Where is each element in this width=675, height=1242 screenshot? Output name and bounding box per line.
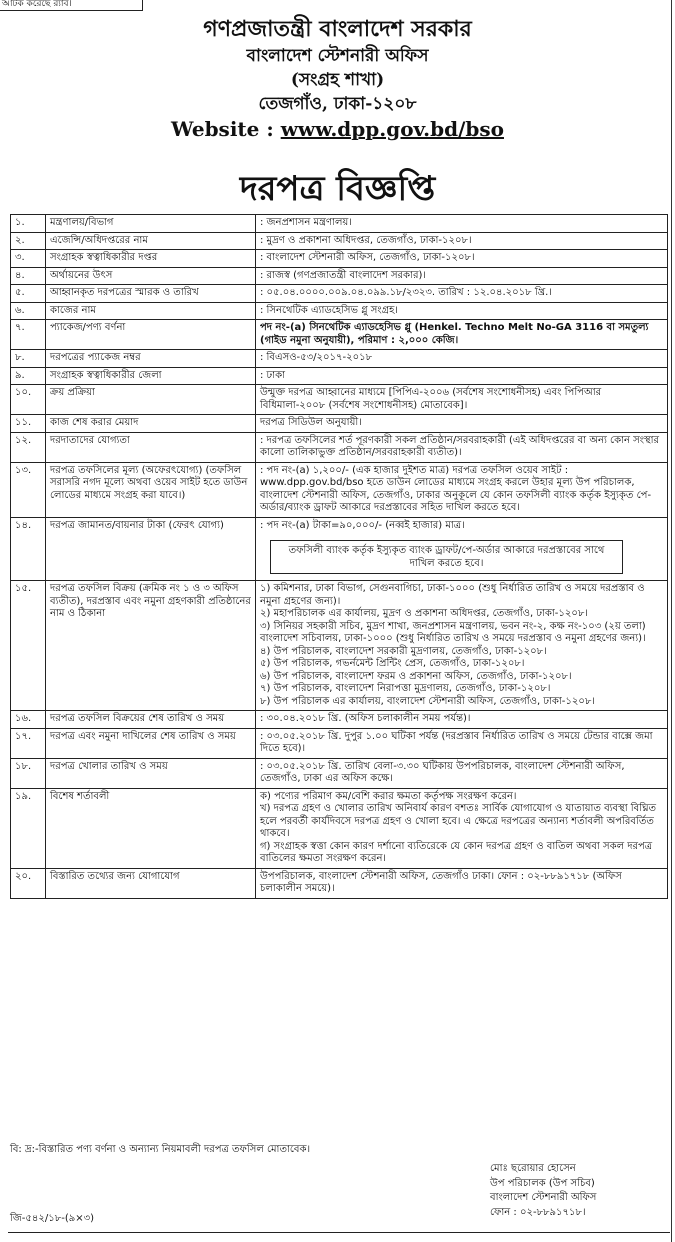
row-value: : বিএসও-৫৩/২০১৭-২০১৮ — [256, 350, 668, 368]
row-number: ৭. — [11, 320, 46, 350]
list-item: ৭) উপ পরিচালক, বাংলাদেশ নিরাপত্তা মুদ্রণালয়, তেজগাঁও, ঢাকা-১২০৮। — [260, 683, 551, 694]
row-label: দরপত্র তফসিল বিক্রয়ের শেষ তারিখ ও সময় — [46, 711, 256, 729]
row-value: : সিনথেটিক এ্যাডহেসিভ গ্লু সংগ্রহ। — [256, 302, 668, 320]
row-number: ৮. — [11, 350, 46, 368]
row-label: দরপত্রের প্যাকেজ নম্বর — [46, 350, 256, 368]
row-number: ১২. — [11, 432, 46, 462]
row-value: : ০৩.০৫.২০১৮ খ্রি. দুপুর ১.০০ ঘটিকা পর্যন্ত (দরপ্রস্তাব নির্ধারিত তারিখ ও সময়ে টেন্ডার বাক্সে জমা দিতে হবে)। — [256, 728, 668, 758]
row-label: আহ্বানকৃত দরপত্রের স্মারক ও তারিখ — [46, 285, 256, 303]
row-number: ১৩. — [11, 462, 46, 517]
row-label: বিস্তারিত তথ্যের জন্য যোগাযোগ — [46, 868, 256, 898]
list-item: ৮) উপ পরিচালক এর কার্যালয়, বাংলাদেশ স্টেশনারী অফিস, তেজগাঁও, ঢাকা-১২০৮। — [260, 695, 595, 707]
row-label: এজেন্সি/অধিদপ্তরের নাম — [46, 232, 256, 250]
row-value: পদ নং-(a) সিনথেটিক এ্যাডহেসিভ গ্লু (Henkel. Techno Melt No-GA 3116 বা সমতুল্য (গাইড নমুনা অনুযায়ী), পরিমাণ : ২,০০০ কেজি। — [256, 320, 668, 350]
location-list — [256, 581, 668, 711]
row-label: দরপত্র খোলার তারিখ ও সময় — [46, 758, 256, 788]
table-row — [11, 215, 668, 233]
row-value: : রাজস্ব (গণপ্রজাতন্ত্রী বাংলাদেশ সরকার)। — [256, 267, 668, 285]
row-value: : পদ নং-(a) টাকা=৯০,০০০/- (নব্বই হাজার) মাত্র। — [260, 519, 465, 531]
website-line — [0, 116, 675, 142]
list-item: ক) পণ্যের পরিমাণ কম/বেশি করার ক্ষমতা কর্তৃপক্ষ সংরক্ষণ করেন। — [260, 790, 517, 802]
table-row — [11, 415, 668, 433]
footer-note: বি: দ্র:-বিস্তারিত পণ্য বর্ণনা ও অন্যান্য নিয়মাবলী দরপত্র তফসিল মোতাবেক। — [10, 1144, 311, 1155]
row-value: : দরপত্র তফসিলের শর্ত পূরণকারী সকল প্রতিষ্ঠান/সরবরাহকারী (এই অধিদপ্তরের বা অন্য কোন সংস্থার কালো তালিকাভুক্ত প্রতিষ্ঠান/সরবরাহকারী ব্যতীত)। — [256, 432, 668, 462]
row-value: : ০৫.০৪.০০০০.০০৯.০৪.০৯৯.১৮/২৩২৩. তারিখ : ১২.০৪.২০১৮ খ্রি.। — [256, 285, 668, 303]
table-row — [11, 285, 668, 303]
table-row — [11, 517, 668, 581]
top-fragment-text: আটক করেছে র‌্যাব। — [2, 0, 72, 9]
table-row — [11, 462, 668, 517]
table-row — [11, 788, 668, 868]
bottom-divider — [8, 1232, 670, 1233]
row-number: ৩. — [11, 250, 46, 268]
row-number: ১০. — [11, 385, 46, 415]
list-item: ৫) উপ পরিচালক, গভর্নমেন্ট প্রিন্টিং প্রেস, তেজগাঁও, ঢাকা-১২০৮। — [260, 658, 525, 669]
table-row — [11, 868, 668, 898]
row-value: : বাংলাদেশ স্টেশনারী অফিস, তেজগাঁও, ঢাকা-১২০৮। — [256, 250, 668, 268]
row-number: ১৯. — [11, 788, 46, 868]
row-value: : মুদ্রণ ও প্রকাশনা অধিদপ্তর, তেজগাঁও, ঢাকা-১২০৮। — [256, 232, 668, 250]
signature-block — [490, 1162, 660, 1220]
table-row — [11, 432, 668, 462]
list-item: খ) দরপত্র গ্রহণ ও খোলার তারিখ অনিবার্য কারণ বশতঃ সার্বিক যোগাযোগ ও যাতায়াত ব্যবস্থা বিঘ্নিত হলে পরবর্তী কার্যদিবসে দরপত্র গ্রহণ ও খোলা হবে। এ ক্ষেত্রে দরপত্রের অন্যান্য শর্তাবলী অপরিবর্তিত থাকবে। — [260, 803, 657, 839]
row-label: দরপত্র জামানত/বায়নার টাকা (ফেরৎ যোগ্য) — [46, 517, 256, 581]
row-label: সংগ্রাহক স্বত্বাধিকারীর দপ্তর — [46, 250, 256, 268]
row-label: বিশেষ শর্তাবলী — [46, 788, 256, 868]
table-row — [11, 302, 668, 320]
row-label: দরপত্র এবং নমুনা দাখিলের শেষ তারিখ ও সময় — [46, 728, 256, 758]
row-number: ৯. — [11, 367, 46, 385]
list-item: ৬) উপ পরিচালক, বাংলাদেশ ফরম ও প্রকাশনা অফিস, তেজগাঁও, ঢাকা-১২০৮। — [260, 670, 572, 682]
signatory-title: উপ পরিচালক (উপ সচিব) — [490, 1177, 595, 1189]
row-value: : ঢাকা — [256, 367, 668, 385]
security-payment-note-box: তফসিলী ব্যাংক কর্তৃক ইস্যুকৃত ব্যাংক ড্রাফট/পে-অর্ডার আকারে দরপ্রস্তাবের সাথে দাখিল করতে হবে। — [270, 540, 623, 574]
row-number: ২. — [11, 232, 46, 250]
office-address: তেজগাঁও, ঢাকা-১২০৮ — [258, 94, 417, 114]
table-row — [11, 385, 668, 415]
row-value-cell — [256, 517, 668, 581]
table-row — [11, 250, 668, 268]
row-label: সংগ্রাহক স্বত্বাধিকারীর জেলা — [46, 367, 256, 385]
row-number: ১৮. — [11, 758, 46, 788]
row-number: ৬. — [11, 302, 46, 320]
row-value: : জনপ্রশাসন মন্ত্রণালয়। — [256, 215, 668, 233]
table-row — [11, 367, 668, 385]
notice-header — [0, 14, 675, 142]
row-label: দরদাতাদের যোগ্যতা — [46, 432, 256, 462]
website-label: Website : — [171, 117, 274, 141]
row-label: প্যাকেজ/পণ্য বর্ণনা — [46, 320, 256, 350]
row-label: কাজ শেষ করার মেয়াদ — [46, 415, 256, 433]
row-number: ২০. — [11, 868, 46, 898]
list-item: ৩) সিনিয়র সহকারী সচিব, মুদ্রণ শাখা, জনপ্রশাসন মন্ত্রণালয়, ভবন নং-২, কক্ষ নং-১০৩ (২য় তলা) বাংলাদেশ সচিবালয়, ঢাকা-১০০০ (শুধু নির্ধারিত তারিখ ও সময়ে দরপ্রস্তাব ও নমুনা গ্রহণের জন্য)। — [260, 620, 646, 644]
row-label: ক্রয় প্রক্রিয়া — [46, 385, 256, 415]
signatory-phone: ফোন : ০২-৮৮৯১৭১৮। — [490, 1206, 586, 1218]
branch-name: (সংগ্রহ শাখা) — [290, 70, 385, 90]
list-item: ৪) উপ পরিচালক, বাংলাদেশ সরকারী মুদ্রণালয়, তেজগাঁও, ঢাকা-১২০৮। — [260, 645, 547, 657]
table-row — [11, 728, 668, 758]
row-value: : ০৩.০৫.২০১৮ খ্রি. তারিখ বেলা-৩.৩০ ঘটিকায় উপপরিচালক, বাংলাদেশ স্টেশনারী অফিস, তেজগাঁও, ঢাকা এর অফিস কক্ষে। — [256, 758, 668, 788]
row-label: অর্থায়নের উৎস — [46, 267, 256, 285]
table-row — [11, 758, 668, 788]
row-label: কাজের নাম — [46, 302, 256, 320]
row-number: ১১. — [11, 415, 46, 433]
row-value: : পদ নং-(a) ১,২০০/- (এক হাজার দুইশত মাত্র) দরপত্র তফসিল ওয়েব সাইট : www.dpp.gov.bd/bso হতে ডাউন লোডের মাধ্যমে সংগ্রহ করলে উহার মূল্য উপ পরিচালক, বাংলাদেশ স্টেশনারী অফিস, তেজগাঁও, ঢাকার অনুকূলে যে কোন তফসিলী ব্যাংক কর্তৃক ইস্যুকৃত পে-অর্ডার/ব্যাংক ড্রাফট আকারে দরপ্রস্তাবের সহিত দাখিল করতে হবে। — [256, 462, 668, 517]
row-number: ১৫. — [11, 581, 46, 711]
list-item: ১) কমিশনার, ঢাকা বিভাগ, সেগুনবাগিচা, ঢাকা-১০০০ (শুধু নির্ধারিত তারিখ ও সময়ে দরপ্রস্তাব ও নমুনা গ্রহণের জন্য)। — [260, 583, 645, 607]
row-number: ৪. — [11, 267, 46, 285]
conditions-list — [256, 788, 668, 868]
row-number: ৫. — [11, 285, 46, 303]
row-label: মন্ত্রণালয়/বিভাগ — [46, 215, 256, 233]
top-fragment-box — [0, 0, 143, 11]
table-row — [11, 232, 668, 250]
row-value: উপপরিচালক, বাংলাদেশ স্টেশনারী অফিস, তেজগাঁও ঢাকা। ফোন : ০২-৮৮৯১৭১৮ (অফিস চলাকালীন সময়ে)। — [256, 868, 668, 898]
tender-notice-title: দরপত্র বিজ্ঞপ্তি — [239, 169, 436, 209]
government-title: গণপ্রজাতন্ত্রী বাংলাদেশ সরকার — [203, 16, 472, 42]
office-name: বাংলাদেশ স্টেশনারী অফিস — [246, 46, 429, 66]
row-value: : ৩০.০৪.২০১৮ খ্রি. (অফিস চলাকালীন সময় পর্যন্ত)। — [256, 711, 668, 729]
table-row — [11, 581, 668, 711]
row-label: দরপত্র তফসিল বিক্রয় (ক্রমিক নং ১ ও ৩ অফিস ব্যতীত), দরপ্রস্তাব এবং নমুনা গ্রহণকারী প্রতিষ্ঠানের নাম ও ঠিকানা — [46, 581, 256, 711]
row-number: ১৬. — [11, 711, 46, 729]
table-row — [11, 350, 668, 368]
row-number: ১৪. — [11, 517, 46, 581]
row-value: দরপত্র সিডিউল অনুযায়ী। — [256, 415, 668, 433]
table-row — [11, 320, 668, 350]
row-label: দরপত্র তফসিলের মূল্য (অফেরৎযোগ্য) (তফসিল সরাসরি নগদ মূল্যে অথবা ওয়েব সাইট হতে ডাউন লোডের মাধ্যমে সংগ্রহ করা যাবে।) — [46, 462, 256, 517]
row-value: উন্মুক্ত দরপত্র আহ্বানের মাধ্যমে [পিপিএ-২০০৬ (সর্বশেষ সংশোধনীসহ) এবং পিপিআর বিধিমালা-২০০৮ (সর্বশেষ সংশোধনীসহ) মোতাবেক]। — [256, 385, 668, 415]
table-row — [11, 267, 668, 285]
row-number: ১. — [11, 215, 46, 233]
signatory-office: বাংলাদেশ স্টেশনারী অফিস — [490, 1192, 597, 1203]
list-item: গ) সংগ্রাহক স্বত্তা কোন কারণ দর্শানো ব্যতিরেকে যে কোন দরপত্র গ্রহণ ও বাতিল অথবা সকল দরপত্র বাতিলের ক্ষমতা সংরক্ষণ করেন। — [260, 840, 653, 864]
row-number: ১৭. — [11, 728, 46, 758]
memo-number: জি-৫৪২/১৮-(৯×৩) — [10, 1213, 95, 1224]
table-row — [11, 711, 668, 729]
list-item: ২) মহাপরিচালক এর কার্যালয়, মুদ্রণ ও প্রকাশনা অধিদপ্তর, তেজগাঁও, ঢাকা-১২০৮। — [260, 608, 588, 619]
signatory-name: মোঃ ছরোয়ার হোসেন — [490, 1163, 576, 1174]
website-link[interactable]: www.dpp.gov.bd/bso — [280, 117, 504, 141]
tender-details-table — [10, 214, 668, 899]
